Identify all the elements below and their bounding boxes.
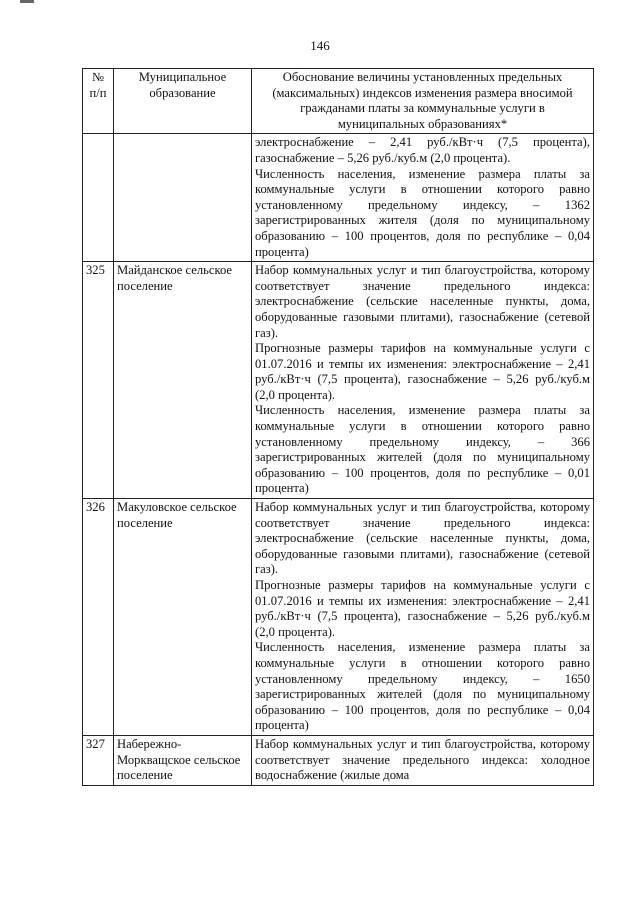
justification-paragraph: Набор коммунальных услуг и тип благоустройства, которому соответствует значение предельного индекса: электроснабжение (сельские населенные пункты, дома, оборудованные газовыми плитами), газоснабжение (сетевой газ). xyxy=(255,263,590,340)
row-justification xyxy=(252,262,594,499)
justification-paragraph: Численность населения, изменение размера платы за коммунальные услуги в отношении которого равно установленному предельному индексу, – 1650 зарегистрированных жителей (доля по муниципальному образованию – 100 процентов, доля по республике – 0,04 процента) xyxy=(255,640,590,733)
justification-paragraph: Набор коммунальных услуг и тип благоустройства, которому соответствует значение предельного индекса: холодное водоснабжение (жилые дома xyxy=(255,736,590,783)
municipal-index-table xyxy=(82,68,594,786)
scan-edge-mark xyxy=(20,0,34,3)
row-number: 326 xyxy=(83,499,114,736)
row-municipality: Набережно-Моркващское сельское поселение xyxy=(114,735,252,785)
justification-paragraph: Численность населения, изменение размера платы за коммунальные услуги в отношении которого равно установленному предельному индексу, – 1362 зарегистрированных жителя (доля по муниципальному образованию – 100 процентов, доля по республике – 0,04 процента) xyxy=(255,166,590,259)
row-justification xyxy=(252,499,594,736)
justification-paragraph: Прогнозные размеры тарифов на коммунальные услуги с 01.07.2016 и темпы их изменения: электроснабжение – 2,41 руб./кВт·ч (7,5 процента), газоснабжение – 5,26 руб./куб.м (2,0 процента). xyxy=(255,578,590,639)
header-number: № п/п xyxy=(83,69,114,134)
justification-paragraph: Численность населения, изменение размера платы за коммунальные услуги в отношении которого равно установленному предельному индексу, – 366 зарегистрированных жителей (доля по муниципальному образованию – 100 процентов, доля по республике – 0,01 процента) xyxy=(255,403,590,496)
page-number: 146 xyxy=(310,38,330,53)
row-municipality xyxy=(114,134,252,262)
header-justification: Обоснование величины установленных предельных (максимальных) индексов изменения размера вносимой гражданами платы за коммунальные услуги в муниципальных образованиях* xyxy=(252,69,594,134)
table-row xyxy=(83,499,594,736)
table-row xyxy=(83,134,594,262)
justification-paragraph: Прогнозные размеры тарифов на коммунальные услуги с 01.07.2016 и темпы их изменения: электроснабжение – 2,41 руб./кВт·ч (7,5 процента), газоснабжение – 5,26 руб./куб.м (2,0 процента). xyxy=(255,341,590,402)
table-row xyxy=(83,262,594,499)
row-number xyxy=(83,134,114,262)
table-row xyxy=(83,735,594,785)
row-number: 327 xyxy=(83,735,114,785)
row-justification xyxy=(252,735,594,785)
table-header-row xyxy=(83,69,594,134)
header-municipality: Муниципальное образование xyxy=(114,69,252,134)
justification-paragraph: электроснабжение – 2,41 руб./кВт·ч (7,5 процента), газоснабжение – 5,26 руб./куб.м (2,0 процента). xyxy=(255,135,590,165)
row-justification xyxy=(252,134,594,262)
row-municipality: Майданское сельское поселение xyxy=(114,262,252,499)
row-number: 325 xyxy=(83,262,114,499)
row-municipality: Макуловское сельское поселение xyxy=(114,499,252,736)
justification-paragraph: Набор коммунальных услуг и тип благоустройства, которому соответствует значение предельного индекса: электроснабжение (сельские населенные пункты, дома, оборудованные газовыми плитами), газоснабжение (сетевой газ). xyxy=(255,500,590,577)
